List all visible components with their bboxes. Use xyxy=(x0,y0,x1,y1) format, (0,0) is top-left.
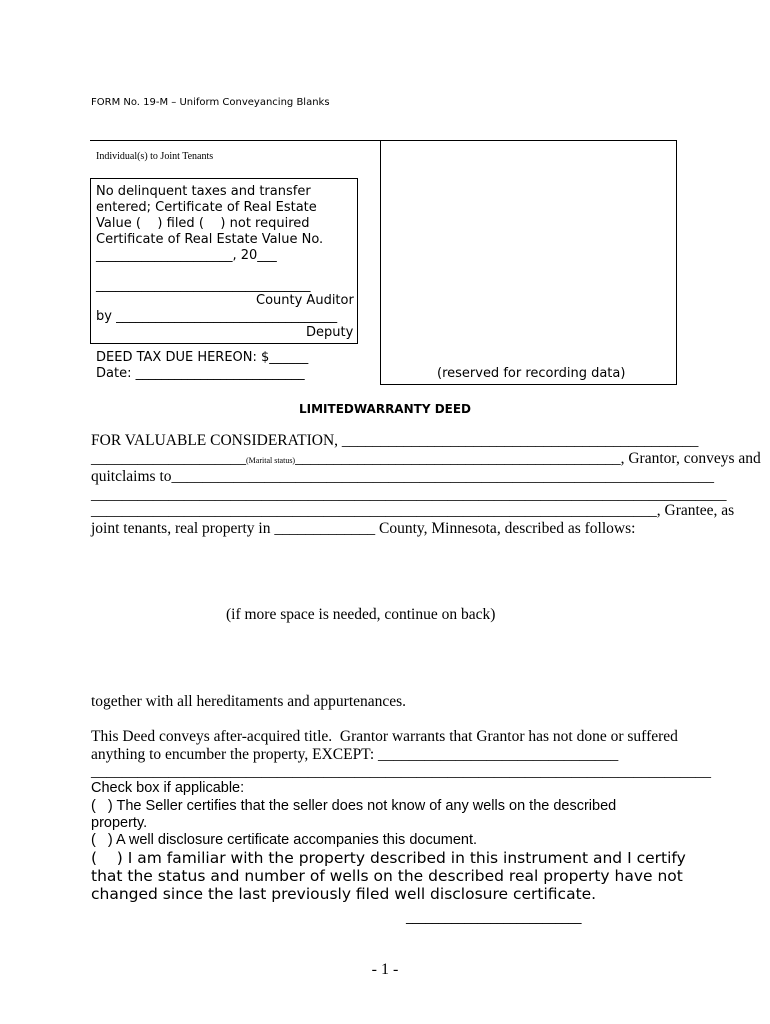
grantee-line-2[interactable]: _________________________________________________________________________, Grantee, as xyxy=(91,502,735,519)
auditor-signature-line[interactable]: _________________________________ xyxy=(96,278,311,293)
space-note: (if more space is needed, continue on back) xyxy=(226,606,496,623)
familiar-property-option[interactable]: ( ) I am familiar with the property described in this instrument and I certify xyxy=(91,849,686,867)
grantor-blank[interactable]: __________________________________________ xyxy=(295,450,621,467)
hereditaments-text: together with all hereditaments and appurtenances. xyxy=(91,693,407,710)
no-wells-option[interactable]: ( ) The Seller certifies that the seller does not know of any wells on the described xyxy=(91,798,617,814)
familiar-property-option-3: changed since the last previously filed well disclosure certificate. xyxy=(91,885,597,903)
top-rule xyxy=(90,140,380,141)
date-field[interactable]: Date: __________________________ xyxy=(96,366,305,381)
certificate-number-field[interactable]: _____________________, 20___ xyxy=(96,248,277,263)
county-line[interactable]: joint tenants, real property in _____________ County, Minnesota, described as follows: xyxy=(91,520,636,537)
page-number: - 1 - xyxy=(371,961,399,978)
consideration-line[interactable]: FOR VALUABLE CONSIDERATION, ______________________________________________ xyxy=(91,432,699,449)
recording-data-box xyxy=(380,140,677,385)
warranty-text-1: This Deed conveys after-acquired title. Grantor warrants that Grantor has not done or suffered xyxy=(91,728,678,745)
grantor-conveys-text: , Grantor, conveys and xyxy=(620,450,761,467)
marital-status-label: (Marital status) xyxy=(246,456,296,465)
no-wells-option-cont: property. xyxy=(91,815,148,831)
warranty-text-2[interactable]: anything to encumber the property, EXCEPT: _______________________________ xyxy=(91,746,619,763)
grantee-line-1[interactable]: __________________________________________________________________________________ xyxy=(91,486,727,503)
familiar-property-option-2: that the status and number of wells on the described real property have not xyxy=(91,867,683,885)
check-box-heading: Check box if applicable: xyxy=(91,780,245,796)
deed-tax-field[interactable]: DEED TAX DUE HEREON: $______ xyxy=(96,350,309,365)
quitclaims-line[interactable]: quitclaims to______________________________________________________________________ xyxy=(91,468,715,485)
exceptions-line[interactable]: ________________________________________________________________________________ xyxy=(91,763,711,780)
auditor-line-2: entered; Certificate of Real Estate xyxy=(96,200,317,215)
signature-line[interactable]: ___________________________ xyxy=(406,910,582,925)
conveyance-type-label: Individual(s) to Joint Tenants xyxy=(96,151,214,162)
document-title: LIMITEDWARRANTY DEED xyxy=(298,402,472,416)
grantor-line[interactable] xyxy=(91,450,761,468)
well-certificate-option[interactable]: ( ) A well disclosure certificate accompanies this document. xyxy=(91,832,478,848)
auditor-line-4: Certificate of Real Estate Value No. xyxy=(96,232,324,247)
auditor-line-3[interactable]: Value ( ) filed ( ) not required xyxy=(96,216,310,231)
deputy-label: Deputy xyxy=(306,325,354,340)
deputy-signature-line[interactable]: by __________________________________ xyxy=(96,309,338,324)
grantor-name-blank[interactable]: ____________________ xyxy=(91,450,246,467)
county-auditor-label: County Auditor xyxy=(256,293,354,308)
form-number: FORM No. 19-M – Uniform Conveyancing Blanks xyxy=(91,97,330,108)
auditor-line-1: No delinquent taxes and transfer xyxy=(96,184,311,199)
reserved-recording-label: (reserved for recording data) xyxy=(437,366,626,381)
